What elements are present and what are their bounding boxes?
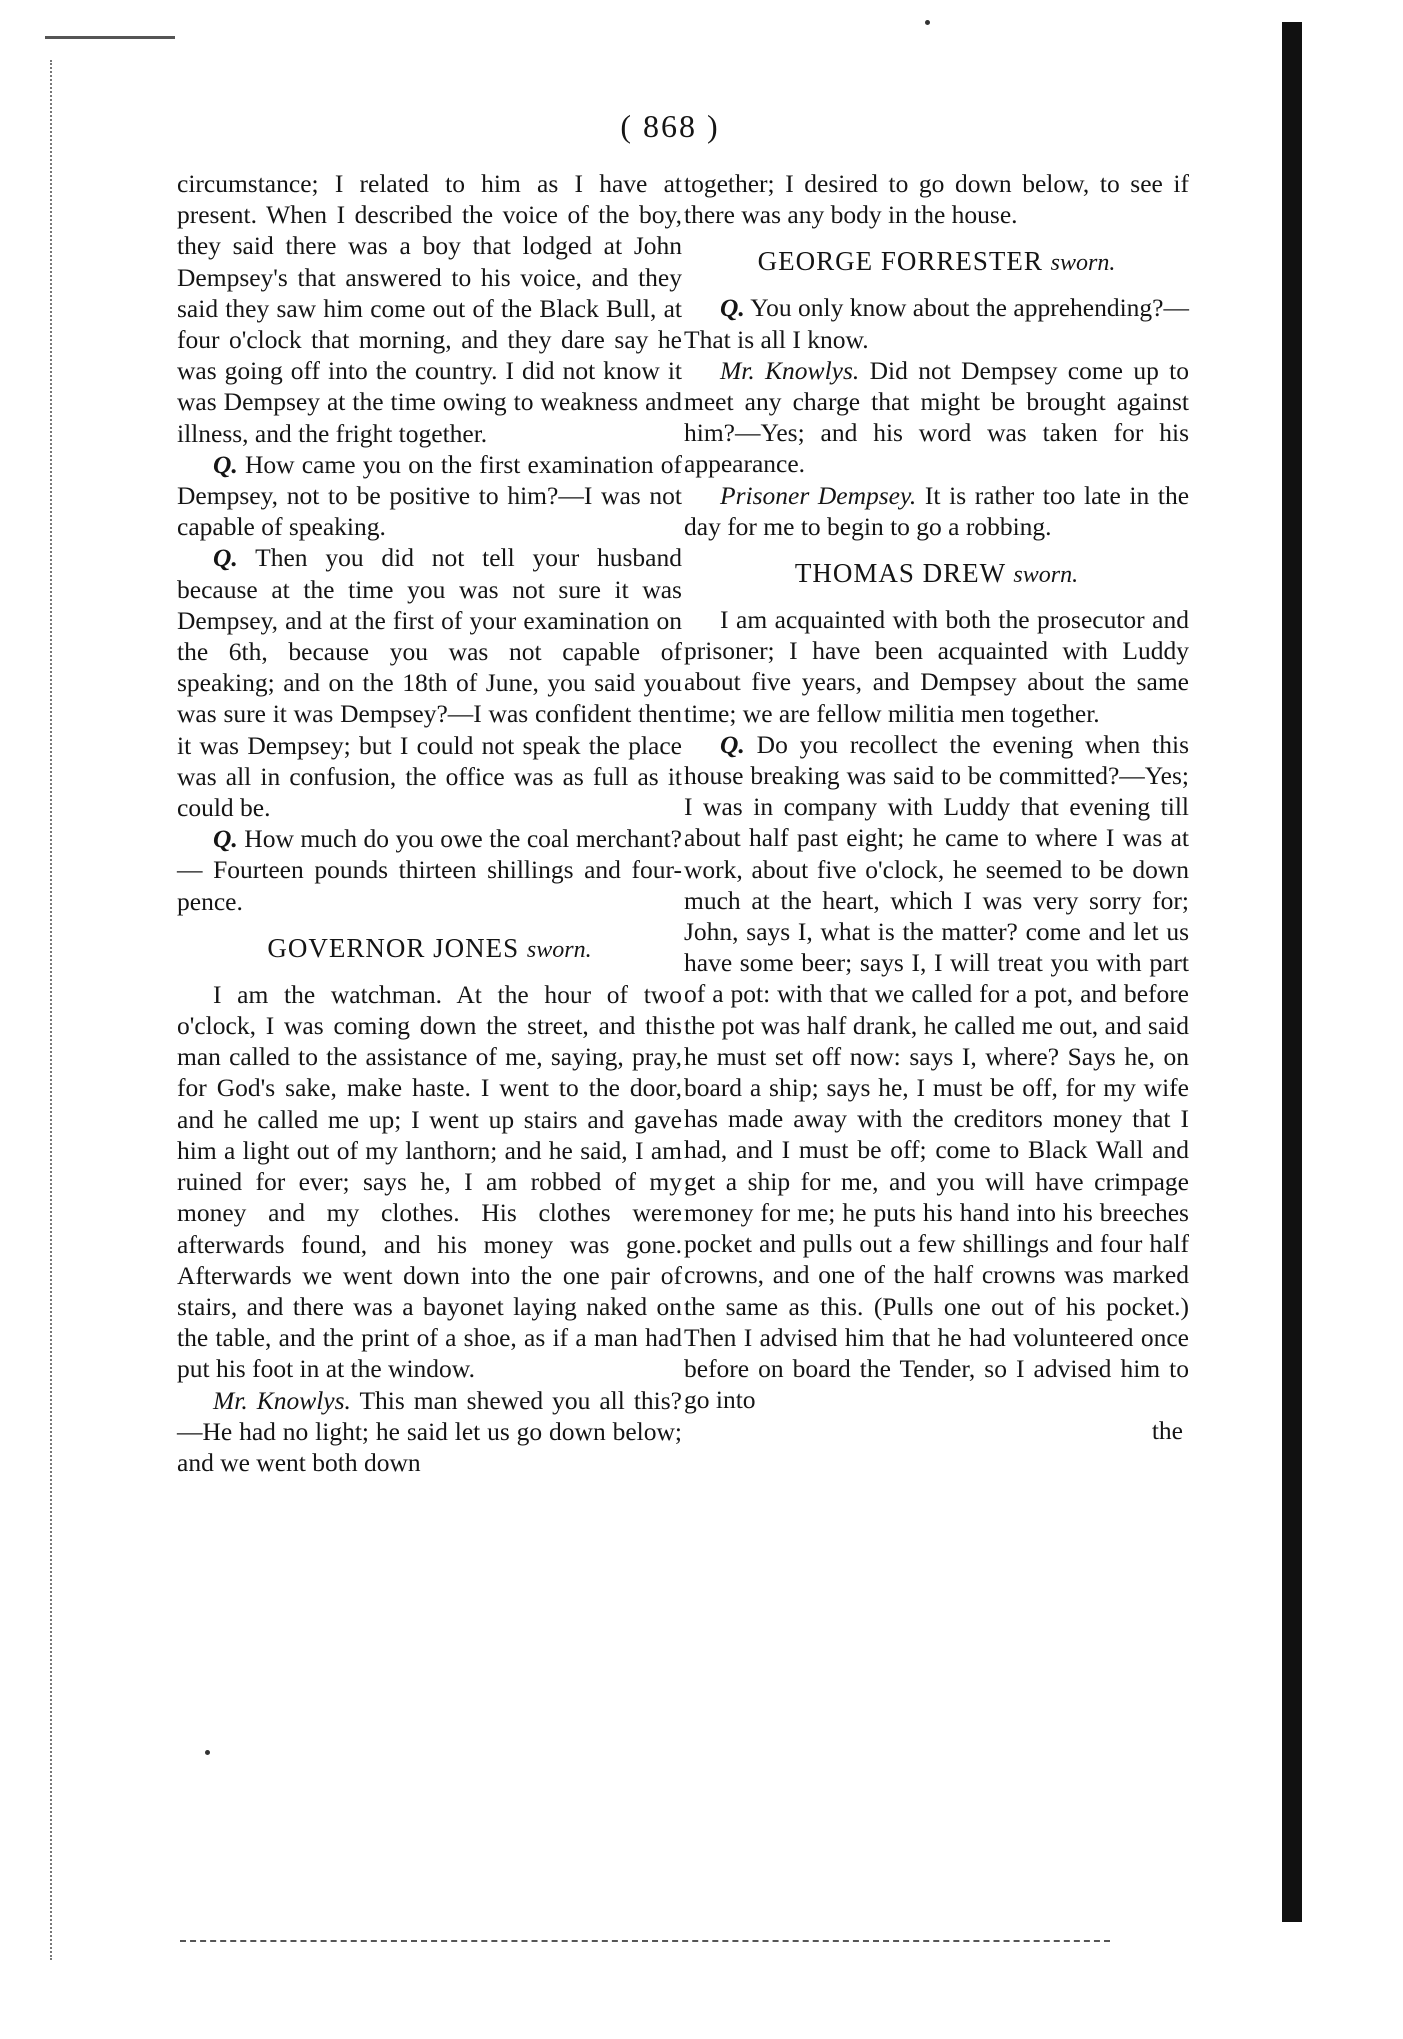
catchword: the xyxy=(1151,1416,1183,1446)
question-marker: Q. xyxy=(720,729,745,759)
witness-name: THOMAS DREW xyxy=(794,558,1006,589)
binding-edge xyxy=(1282,22,1302,1922)
paragraph: I am the watchman. At the hour of two o'clock, I was coming down the street, and this man called to the assistance of me, saying, pray, for God's sake, make haste. I went to the door, and he called me up; I went up stairs and gave him a light out of my lanthorn; and he said, I am ruined for ever; says he, I am robbed of my money and my clothes. His clothes were afterwards found, and his money was gone. Afterwards we went down into the one pair of stairs, and there was a bayonet laying naked on the table, and the print of a shoe, as if a man had put his foot in at the window. xyxy=(177,979,682,1384)
witness-heading xyxy=(684,556,1189,592)
scan-margin-marks xyxy=(50,60,54,1960)
paragraph-text: How much do you owe the coal merchant?— Fourteen pounds thirteen shillings and four-pence. xyxy=(177,824,683,916)
paragraph-text: Did not Dempsey come up to meet any charge that might be brought against him?—Yes; and his word was taken for his appearance. xyxy=(684,355,1190,479)
speaker-name: Prisoner Dempsey. xyxy=(720,480,917,510)
paragraph-text: This man shewed you all this?—He had no light; he said let us go down below; and we went both down xyxy=(177,1385,682,1477)
question-marker: Q. xyxy=(213,449,238,479)
paragraph-text: You only know about the apprehending?—That is all I know. xyxy=(684,293,1189,354)
continued-paragraph: together; I desired to go down below, to see if there was any body in the house. xyxy=(684,169,1189,230)
speaker-paragraph xyxy=(684,355,1189,480)
speaker-name: Mr. Knowlys. xyxy=(213,1385,351,1415)
witness-heading xyxy=(177,931,682,967)
speaker-paragraph xyxy=(177,1385,682,1479)
speaker-paragraph xyxy=(684,480,1189,542)
right-column xyxy=(684,168,1189,1447)
paragraph-text: Then you did not tell your husband because at the time you was not sure it was Dempsey, and at the first of your examination on the 6th, because you was not capable of speaking; and on the 18th of June, you said you was sure it was Dempsey?—I was confident then it was Dempsey; but I could not speak the place was all in confusion, the office was as full as it could be. xyxy=(177,543,683,823)
witness-name: GEORGE FORRESTER xyxy=(757,246,1043,277)
sworn-label: sworn. xyxy=(526,936,592,963)
question-marker: Q. xyxy=(213,824,238,854)
question-paragraph xyxy=(177,449,682,543)
question-paragraph xyxy=(684,729,1189,1415)
sworn-label: sworn. xyxy=(1050,250,1116,277)
sworn-label: sworn. xyxy=(1013,562,1079,589)
speaker-name: Mr. Knowlys. xyxy=(720,355,860,385)
question-paragraph xyxy=(684,292,1189,354)
question-paragraph xyxy=(177,542,682,823)
question-marker: Q. xyxy=(720,293,745,323)
paragraph-text: Do you recollect the evening when this house breaking was said to be committed?—Yes; I was in company with Luddy that evening till about half past eight; he came to where I was at work, about five o'clock, he seemed to be down much at the heart, which I was very sorry for; John, says I, what is the matter? come and let us have some beer; says I, I will treat you with part of a pot: with that we called for a pot, and before the pot was half drank, he called me out, and said he must set off now: says I, where? Says he, on board a ship; says he, I must be off, for my wife has made away with the creditors money that I had, and I must be off; come to Black Wall and get a ship for me, and you will have crimpage money for me; he puts his hand into his breeches pocket and pulls out a few shillings and four half crowns, and one of the half crowns was marked the same as this. (Pulls one out of his pocket.) Then I advised him that he had volunteered once before on board the Tender, so I advised him to go into xyxy=(684,729,1190,1415)
witness-name: GOVERNOR JONES xyxy=(267,932,520,963)
scan-mark xyxy=(45,36,175,39)
scan-speck xyxy=(925,20,930,25)
question-paragraph xyxy=(177,823,682,917)
page-number: ( 868 ) xyxy=(620,108,720,144)
paragraph-text: How came you on the first examination of Dempsey, not to be positive to him?—I was not capable of speaking. xyxy=(177,449,683,542)
scan-speck xyxy=(205,1750,210,1755)
scan-footer-marks xyxy=(180,1940,1110,1942)
continued-paragraph: circumstance; I related to him as I have at present. When I described the voice of the boy, they said there was a boy that lodged at John Dempsey's that answered to his voice, and they said they saw him come out of the Black Bull, at four o'clock that morning, and they dare say he was going off into the country. I did not know it was Dempsey at the time owing to weakness and illness, and the fright together. xyxy=(177,169,682,448)
question-marker: Q. xyxy=(213,543,238,573)
witness-heading xyxy=(684,244,1189,280)
paragraph-text: It is rather too late in the day for me to begin to go a robbing. xyxy=(684,480,1190,541)
left-column xyxy=(177,168,682,1478)
paragraph: I am acquainted with both the prosecutor and prisoner; I have been acquainted with Luddy about five years, and Dempsey about the same time; we are fellow militia men together. xyxy=(684,605,1189,728)
